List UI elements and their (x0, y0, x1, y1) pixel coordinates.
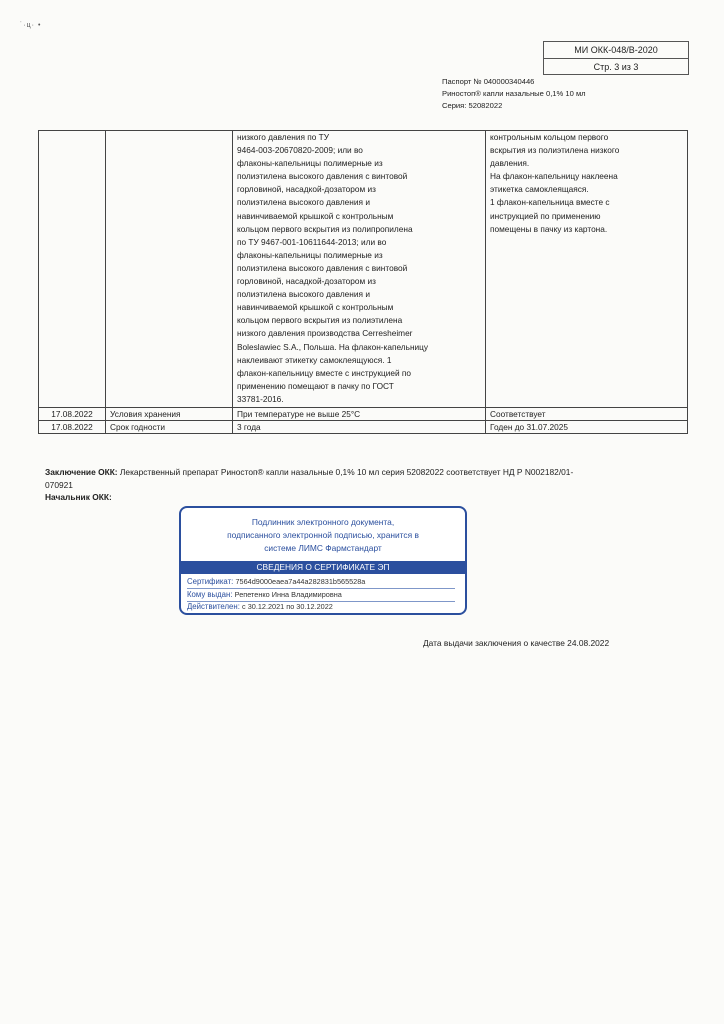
certificate-value: 7564d9000eaea7a44a282831b565528a (235, 577, 366, 586)
cell-test-name: Срок годности (106, 421, 233, 434)
cell-result: Соответствует (486, 408, 688, 421)
test-results-table (38, 130, 688, 434)
cell-test-name: Условия хранения (106, 408, 233, 421)
stamp-band: СВЕДЕНИЯ О СЕРТИФИКАТЕ ЭП (181, 561, 465, 574)
cell-test-name (106, 131, 233, 408)
stamp-certificate-row (187, 576, 455, 589)
passport-number: Паспорт № 040000340446 (442, 77, 535, 86)
stamp-validity-row (187, 601, 455, 613)
cell-date: 17.08.2022 (39, 408, 106, 421)
cell-result: Годен до 31.07.2025 (486, 421, 688, 434)
issue-date: Дата выдачи заключения о качестве 24.08.2022 (423, 638, 610, 648)
product-name: Риностоп® капли назальные 0,1% 10 мл (442, 89, 586, 98)
owner-label: Кому выдан: (187, 590, 233, 599)
conclusion (45, 466, 585, 492)
passport-header (442, 76, 586, 112)
series-number: Серия: 52082022 (442, 101, 503, 110)
electronic-signature-stamp (179, 506, 467, 615)
document-code-box (543, 41, 689, 75)
document-code: МИ ОКК-048/В-2020 (544, 42, 688, 59)
cell-requirement: При температуре не выше 25°С (233, 408, 486, 421)
cell-date: 17.08.2022 (39, 421, 106, 434)
chief-label: Начальник ОКК: (45, 492, 112, 502)
table-row (39, 408, 688, 421)
page-number: Стр. 3 из 3 (593, 62, 639, 72)
owner-value: Репетенко Инна Владимировна (234, 590, 342, 599)
cell-date (39, 131, 106, 408)
validity-value: с 30.12.2021 по 30.12.2022 (242, 602, 333, 611)
validity-label: Действителен: (187, 602, 240, 611)
cell-result: контрольным кольцом первого вскрытия из полиэтилена низкого давления. На флакон-капельницу наклеена этикетка самоклеящаяся. 1 флакон-капельница вместе с инструкцией по применению помещены в пачку из картона. (486, 131, 688, 408)
stamp-title: Подлинник электронного документа, подписанного электронной подписью, хранится в системе ЛИМС Фармстандарт (227, 517, 419, 553)
table-row (39, 131, 688, 408)
cell-requirement: низкого давления по ТУ 9464-003-20670820-2009; или во флаконы-капельницы полимерные из полиэтилена высокого давления с винтовой горловиной, насадкой-дозатором из полиэтилена высокого давления и навинчиваемой крышкой с контрольным кольцом первого вскрытия из полипропилена по ТУ 9467-001-10611644-2013; или во флаконы-капельницы полимерные из полиэтилена высокого давления с винтовой горловиной, насадкой-дозатором из полиэтилена высокого давления и навинчиваемой крышкой с контрольным кольцом первого вскрытия из полиэтилена низкого давления производства Cerresheimer Boleslawiec S.A., Польша. На флакон-капельницу наклеивают этикетку самоклеящуюся. 1 флакон-капельницу вместе с инструкцией по применению помещают в пачку по ГОСТ 33781-2016. (233, 131, 486, 408)
conclusion-text: Лекарственный препарат Риностоп® капли назальные 0,1% 10 мл серия 52082022 соответствует НД Р N002182/01- 070921 (45, 467, 574, 490)
certificate-label: Сертификат: (187, 577, 234, 586)
table-row (39, 421, 688, 434)
conclusion-label: Заключение ОКК: (45, 467, 118, 477)
cell-requirement: 3 года (233, 421, 486, 434)
scan-mark: ˙·ц· • (20, 22, 42, 29)
